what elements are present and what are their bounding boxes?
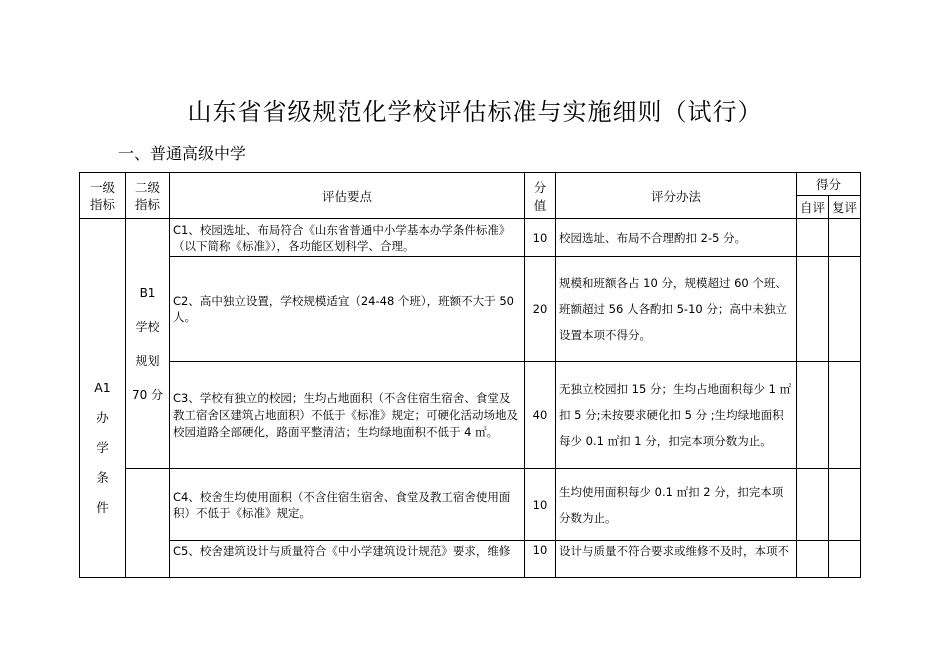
self-eval-cell <box>797 541 829 578</box>
a1-char: 学 <box>96 440 109 455</box>
method-cell: 设计与质量不符合要求或维修不及时，本项不 <box>556 541 797 578</box>
a1-char: 件 <box>96 500 109 515</box>
a1-char: 条 <box>96 470 109 485</box>
table-row <box>80 469 861 541</box>
b1-score: 70 分 <box>131 387 164 402</box>
header-points: 评估要点 <box>170 173 525 219</box>
self-eval-cell <box>797 362 829 469</box>
method-cell: 规模和班额各占 10 分，规模超过 60 个班、班额超过 56 人各酌扣 5-10 分；高中未独立设置本项不得分。 <box>556 257 797 362</box>
b1-code: B1 <box>139 285 156 300</box>
b1-cell <box>126 219 170 469</box>
table-row <box>80 362 861 469</box>
evaluation-table <box>79 172 861 578</box>
b1-char: 学校 <box>135 319 160 334</box>
value-cell: 10 <box>525 219 556 257</box>
b1-char: 规划 <box>135 353 160 368</box>
method-cell: 无独立校园扣 15 分；生均占地面积每少 1 ㎡扣 5 分;未按要求硬化扣 5 分 ;生均绿地面积每少 0.1 ㎡扣 1 分，扣完本项分数为止。 <box>556 362 797 469</box>
point-cell: C1、校园选址、布局符合《山东省普通中小学基本办学条件标准》（以下简称《标准》），各功能区划科学、合理。 <box>170 219 525 257</box>
value-cell: 40 <box>525 362 556 469</box>
header-re-eval: 复评 <box>829 196 861 219</box>
point-cell: C3、学校有独立的校园；生均占地面积（不含住宿生宿舍、食堂及教工宿舍区建筑占地面积）不低于《标准》规定；可硬化活动场地及校园道路全部硬化，路面平整清洁；生均绿地面积不低于 4 ㎡。 <box>170 362 525 469</box>
value-cell: 20 <box>525 257 556 362</box>
re-eval-cell <box>829 469 861 541</box>
point-cell: C4、校舍生均使用面积（不含住宿生宿舍、食堂及教工宿舍使用面积）不低于《标准》规定。 <box>170 469 525 541</box>
b2-cell-empty <box>126 469 170 578</box>
table-row <box>80 219 861 257</box>
header-level2: 二级 指标 <box>126 173 170 219</box>
re-eval-cell <box>829 362 861 469</box>
self-eval-cell <box>797 219 829 257</box>
table-row <box>80 541 861 578</box>
a1-cell <box>80 219 126 578</box>
self-eval-cell <box>797 469 829 541</box>
re-eval-cell <box>829 257 861 362</box>
header-method: 评分办法 <box>556 173 797 219</box>
value-cell: 10 <box>525 541 556 578</box>
table-row <box>80 257 861 362</box>
re-eval-cell <box>829 219 861 257</box>
method-cell: 生均使用面积每少 0.1 ㎡扣 2 分，扣完本项分数为止。 <box>556 469 797 541</box>
header-self-eval: 自评 <box>797 196 829 219</box>
a1-code: A1 <box>94 380 111 395</box>
method-cell: 校园选址、布局不合理酌扣 2-5 分。 <box>556 219 797 257</box>
self-eval-cell <box>797 257 829 362</box>
header-score: 得分 <box>797 173 861 196</box>
value-cell: 10 <box>525 469 556 541</box>
point-cell: C2、高中独立设置，学校规模适宜（24-48 个班），班额不大于 50 人。 <box>170 257 525 362</box>
header-value: 分值 <box>525 173 556 219</box>
a1-char: 办 <box>96 410 109 425</box>
header-level1: 一级 指标 <box>80 173 126 219</box>
point-cell: C5、校舍建筑设计与质量符合《中小学建筑设计规范》要求，维修 <box>170 541 525 578</box>
re-eval-cell <box>829 541 861 578</box>
section-heading: 一、普通高级中学 <box>118 144 247 163</box>
document-title: 山东省省级规范化学校评估标准与实施细则（试行） <box>187 98 763 126</box>
